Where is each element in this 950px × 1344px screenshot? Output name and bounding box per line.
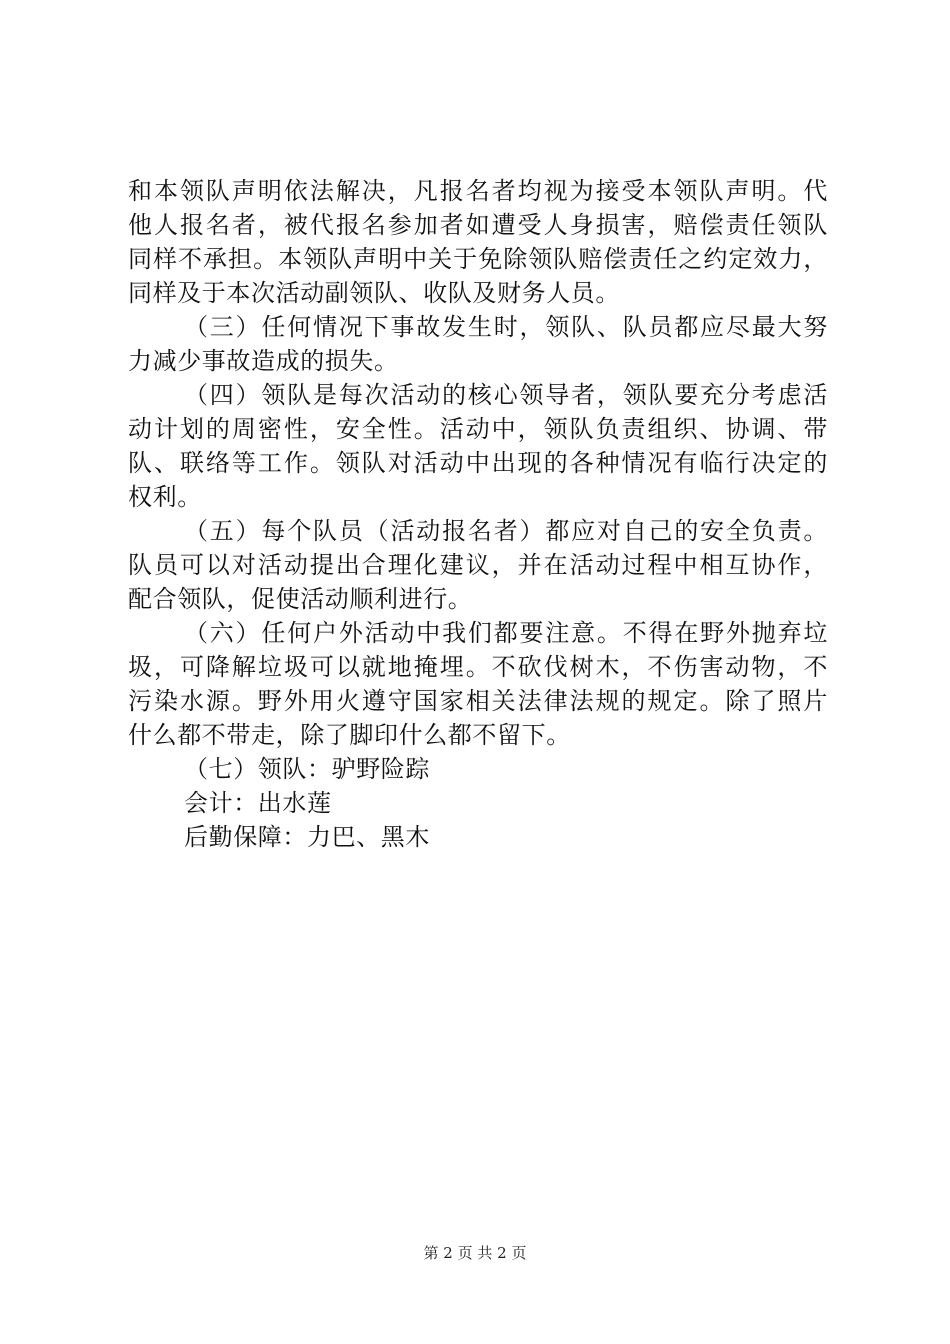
text-line: 和本领队声明依法解决，凡报名者均视为接受本领队声明。代	[128, 177, 828, 205]
text-line: 队、联络等工作。领队对活动中出现的各种情况有临行决定的	[128, 449, 828, 477]
text-line: （四）领队是每次活动的核心领导者，领队要充分考虑活	[184, 381, 828, 409]
text-line: 圾，可降解垃圾可以就地掩埋。不砍伐树木，不伤害动物，不	[128, 653, 828, 681]
page-number-footer: 第 2 页 共 2 页	[423, 1244, 527, 1262]
text-line: 配合领队，促使活动顺利进行。	[128, 585, 473, 613]
text-line: 后勤保障：力巴、黑木	[184, 823, 430, 851]
text-line: 同样及于本次活动副领队、收队及财务人员。	[128, 279, 620, 307]
text-line: 权利。	[128, 483, 202, 511]
text-line: 会计：出水莲	[184, 789, 332, 817]
text-line: 同样不承担。本领队声明中关于免除领队赔偿责任之约定效力，	[128, 245, 828, 273]
text-line: （五）每个队员（活动报名者）都应对自己的安全负责。	[184, 517, 828, 545]
text-line: （七）领队：驴野险踪	[184, 755, 430, 783]
text-line: 动计划的周密性，安全性。活动中，领队负责组织、协调、带	[128, 415, 828, 443]
document-body	[128, 174, 828, 854]
text-line: 队员可以对活动提出合理化建议，并在活动过程中相互协作，	[128, 551, 828, 579]
text-line: （六）任何户外活动中我们都要注意。不得在野外抛弃垃	[184, 619, 828, 647]
text-line: 他人报名者，被代报名参加者如遭受人身损害，赔偿责任领队	[128, 211, 828, 239]
text-line: 什么都不带走，除了脚印什么都不留下。	[128, 721, 571, 749]
text-line: （三）任何情况下事故发生时，领队、队员都应尽最大努	[184, 313, 828, 341]
text-line: 力减少事故造成的损失。	[128, 347, 399, 375]
text-line: 污染水源。野外用火遵守国家相关法律法规的规定。除了照片	[128, 687, 828, 715]
